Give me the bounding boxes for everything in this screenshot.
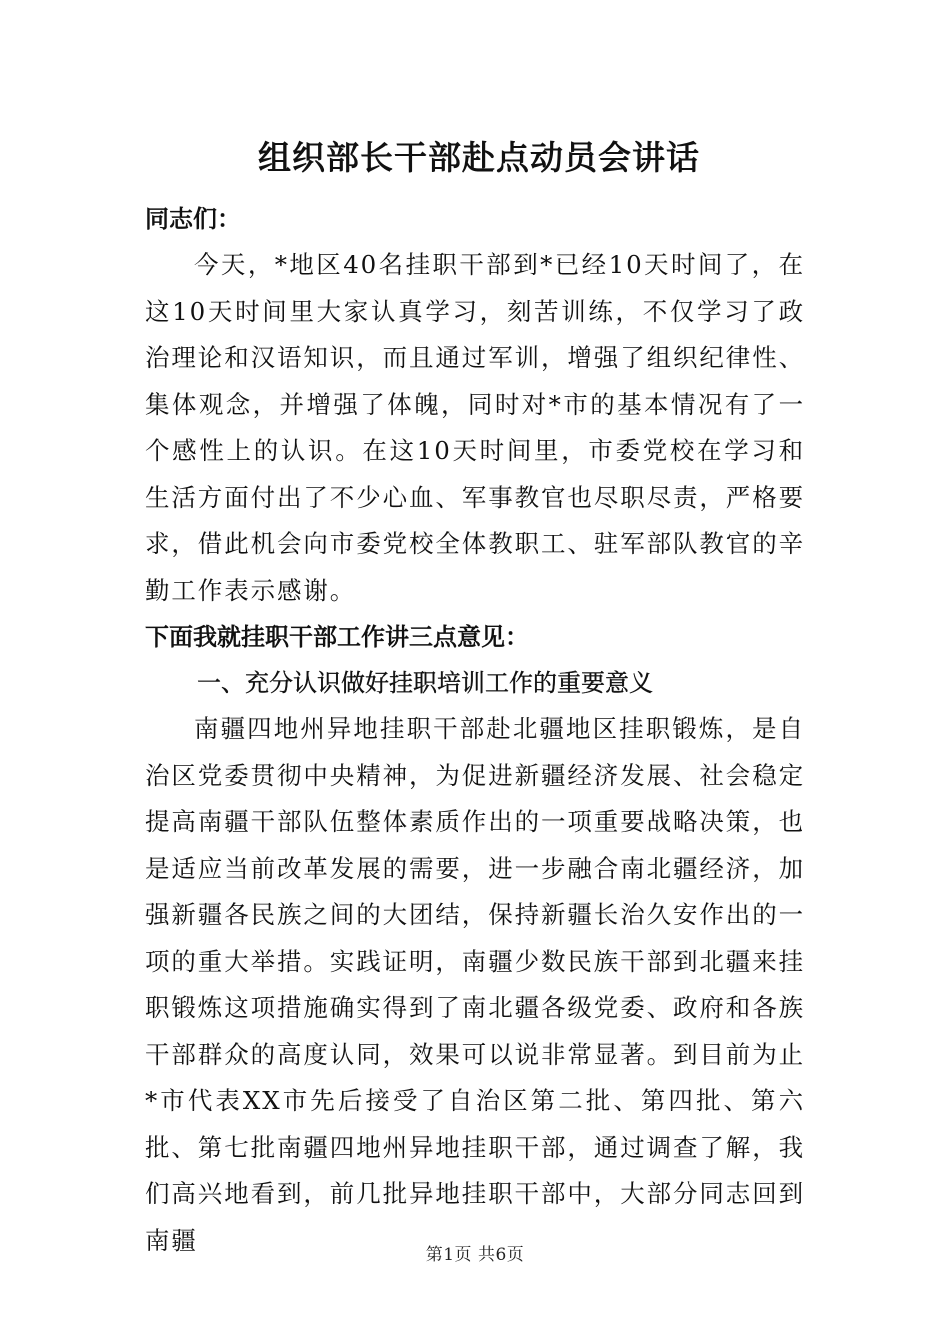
section-1-paragraph: 南疆四地州异地挂职干部赴北疆地区挂职锻炼，是自治区党委贯彻中央精神，为促进新疆经济发展、社会稳定提高南疆干部队伍整体素质作出的一项重要战略决策，也是适应当前改革发展的需要，进一步融合南北疆经济，加强新疆各民族之间的大团结，保持新疆长治久安作出的一项的重大举措。实践证明，南疆少数民族干部到北疆来挂职锻炼这项措施确实得到了南北疆各级党委、政府和各族干部群众的高度认同，效果可以说非常显著。到目前为止*市代表XX市先后接受了自治区第二批、第四批、第六批、第七批南疆四地州异地挂职干部，通过调查了解，我们高兴地看到，前几批异地挂职干部中，大部分同志回到南疆 <box>145 714 805 1255</box>
document-title: 组织部长干部赴点动员会讲话 <box>258 138 700 177</box>
page-footer: 第1页 共6页 <box>425 1245 525 1265</box>
salutation: 同志们： <box>145 205 241 233</box>
document-page <box>145 130 805 1264</box>
intro-paragraph: 今天，*地区40名挂职干部到*已经10天时间了，在这10天时间里大家认真学习，刻苦训练，不仅学习了政治理论和汉语知识，而且通过军训，增强了组织纪律性、集体观念，并增强了体魄，同时对*市的基本情况有了一个感性上的认识。在这10天时间里，市委党校在学习和生活方面付出了不少心血、军事教官也尽职尽责，严格要求，借此机会向市委党校全体教职工、驻军部队教官的辛勤工作表示感谢。 <box>145 250 805 605</box>
section-1-heading: 一、充分认识做好挂职培训工作的重要意义 <box>197 669 653 697</box>
lead-in-line: 下面我就挂职干部工作讲三点意见： <box>145 623 529 651</box>
